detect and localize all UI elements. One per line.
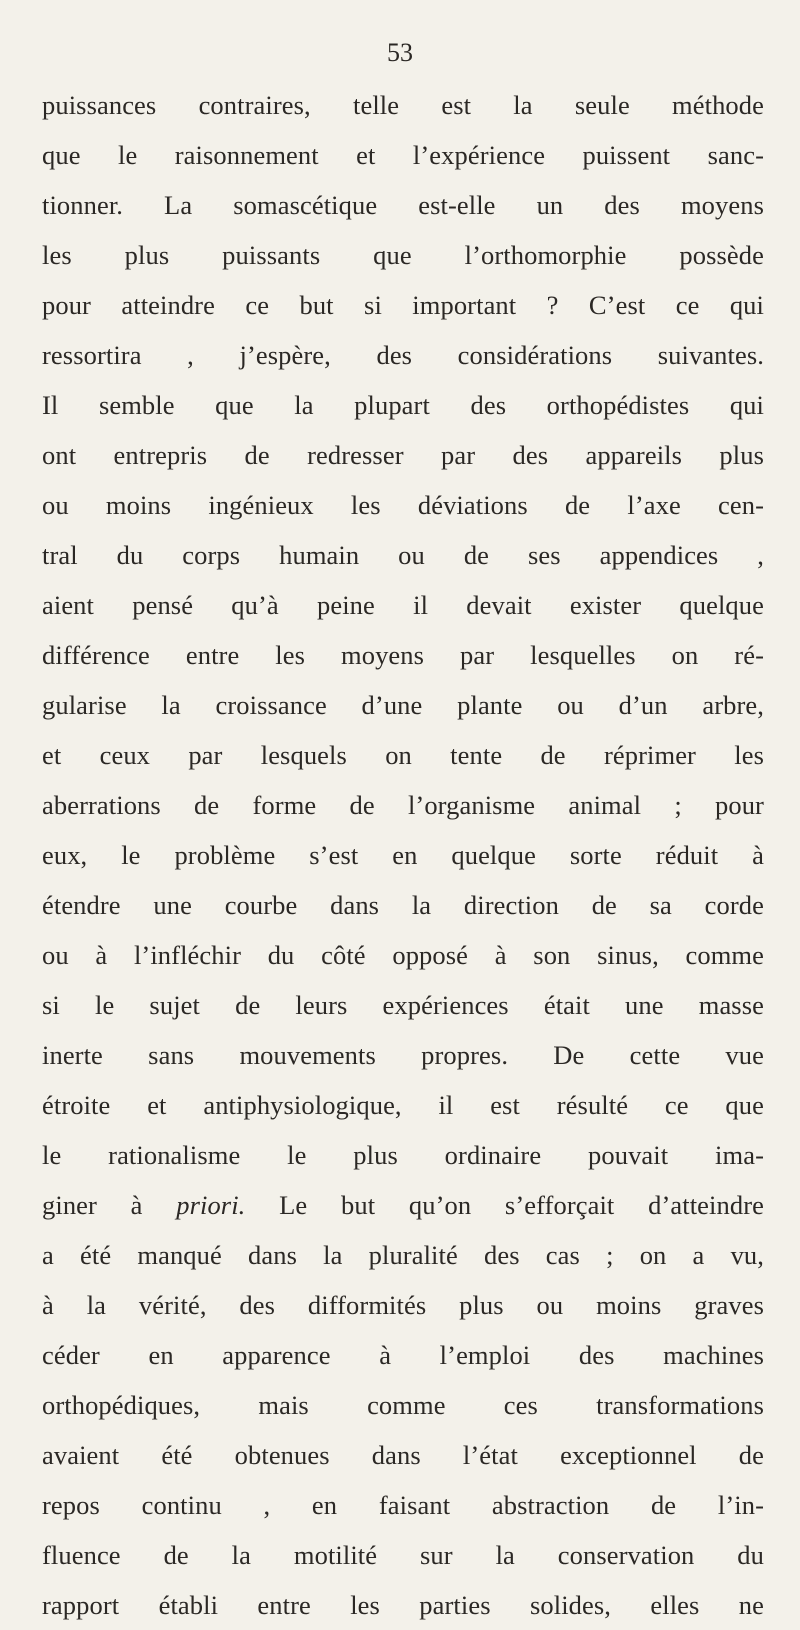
text-line-27: orthopédiques, mais comme ces transformations (42, 1390, 764, 1420)
page-number: 53 (387, 38, 413, 67)
body-text (42, 80, 764, 1630)
text-line-14: et ceux par lesquels on tente de réprimer les (42, 740, 764, 770)
text-line-15: aberrations de forme de l’organisme animal ; pour (42, 790, 764, 820)
text-line-4: les plus puissants que l’orthomorphie possède (42, 240, 764, 270)
text-line-18: ou à l’infléchir du côté opposé à son sinus, comme (42, 940, 764, 970)
text-line-23 (42, 1180, 764, 1230)
text-line-25: à la vérité, des difformités plus ou moins graves (42, 1290, 764, 1320)
text-line-12: différence entre les moyens par lesquelles on ré- (42, 640, 764, 670)
text-line-26: céder en apparence à l’emploi des machines (42, 1340, 764, 1370)
text-line-8: ont entrepris de redresser par des appareils plus (42, 440, 764, 470)
text-line-23-end: Le but qu’on s’efforçait d’atteindre (245, 1190, 764, 1220)
text-line-31: rapport établi entre les parties solides, elles ne (42, 1590, 764, 1620)
text-line-6: ressortira , j’espère, des considérations suivantes. (42, 340, 764, 370)
text-line-2: que le raisonnement et l’expérience puissent sanc- (42, 140, 764, 170)
text-line-20: inerte sans mouvements propres. De cette vue (42, 1040, 764, 1070)
text-line-9: ou moins ingénieux les déviations de l’axe cen- (42, 490, 764, 520)
text-line-11: aient pensé qu’à peine il devait exister quelque (42, 590, 764, 620)
text-line-1: puissances contraires, telle est la seule méthode (42, 90, 764, 120)
text-line-22: le rationalisme le plus ordinaire pouvait ima- (42, 1140, 764, 1170)
text-line-17: étendre une courbe dans la direction de sa corde (42, 890, 764, 920)
text-line-24: a été manqué dans la pluralité des cas ; on a vu, (42, 1240, 764, 1270)
text-line-29: repos continu , en faisant abstraction de l’in- (42, 1490, 764, 1520)
text-line-5: pour atteindre ce but si important ? C’est ce qui (42, 290, 764, 320)
italic-priori: priori. (176, 1190, 246, 1220)
text-line-30: fluence de la motilité sur la conservation du (42, 1540, 764, 1570)
text-line-7: Il semble que la plupart des orthopédistes qui (42, 390, 764, 420)
text-line-21: étroite et antiphysiologique, il est résulté ce que (42, 1090, 764, 1120)
text-line-23-start: giner à (42, 1190, 177, 1220)
text-line-16: eux, le problème s’est en quelque sorte réduit à (42, 840, 764, 870)
text-line-3: tionner. La somascétique est-elle un des moyens (42, 190, 764, 220)
text-line-10: tral du corps humain ou de ses appendices , (42, 540, 764, 570)
text-line-13: gularise la croissance d’une plante ou d’un arbre, (42, 690, 764, 720)
text-line-19: si le sujet de leurs expériences était une masse (42, 990, 764, 1020)
text-line-28: avaient été obtenues dans l’état exceptionnel de (42, 1440, 764, 1470)
